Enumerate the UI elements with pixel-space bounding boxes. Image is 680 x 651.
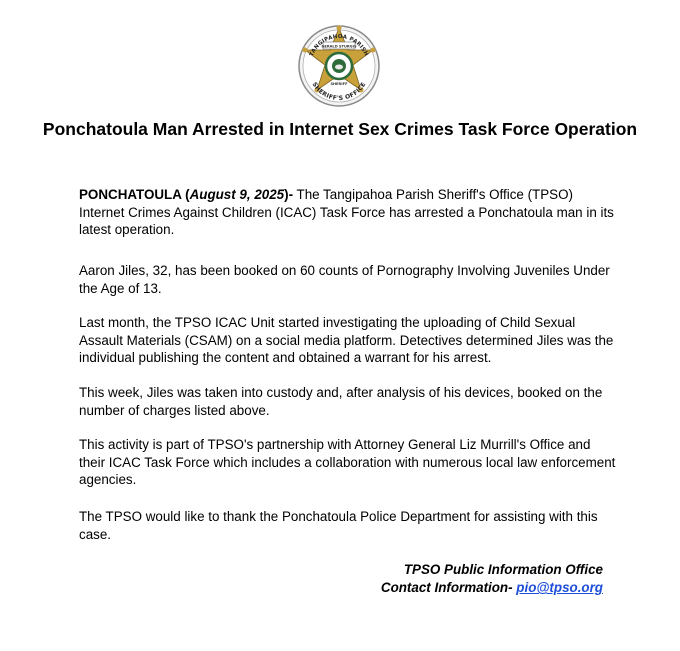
logo-ring-top-text: TANGIPAHOA PARISH xyxy=(308,33,370,58)
paragraph-2: Aaron Jiles, 32, has been booked on 60 counts of Pornography Involving Juveniles Under the Age of 13. xyxy=(79,263,610,296)
dateline-date: August 9, 2025 xyxy=(189,187,285,202)
dateline-close: )- xyxy=(284,187,294,202)
paragraph-3: Last month, the TPSO ICAC Unit started investigating the uploading of Child Sexual Assault Materials (CSAM) on a social media platform. Detectives determined Jiles was the individual publishing the content and obtained a warrant for his arrest. xyxy=(79,315,614,365)
logo-inner-text: SHERIFF xyxy=(330,82,348,86)
signoff-contact xyxy=(381,579,603,597)
paragraph-4: This week, Jiles was taken into custody and, after analysis of his devices, booked on the number of charges listed above. xyxy=(79,385,603,418)
dateline-place: PONCHATOULA ( xyxy=(79,187,190,202)
logo-banner-text: GERALD STURGIS xyxy=(321,44,357,49)
paragraph1-body: The Tangipahoa Parish Sheriff's Office (TPSO) Internet Crimes Against Children (ICAC) Task Force has arrested a Ponchatoula man in its latest operation. xyxy=(79,187,614,237)
signoff-block xyxy=(381,561,603,597)
headline: Ponchatoula Man Arrested in Internet Sex Crimes Task Force Operation xyxy=(42,119,638,139)
paragraph-dateline xyxy=(79,186,619,239)
dateline xyxy=(79,187,293,202)
signoff-office: TPSO Public Information Office xyxy=(403,562,603,577)
sheriff-badge-logo xyxy=(297,20,381,110)
paragraph-6: The TPSO would like to thank the Ponchatoula Police Department for assisting with this case. xyxy=(79,509,598,542)
contact-label: Contact Information- xyxy=(380,580,517,595)
contact-email-link[interactable]: pio@tpso.org xyxy=(516,580,603,595)
logo-ring-bottom-text: SHERIFF'S OFFICE xyxy=(310,81,368,103)
paragraph-5: This activity is part of TPSO's partnership with Attorney General Liz Murrill's Office and their ICAC Task Force which includes a collaboration with numerous local law enforcement agencies. xyxy=(79,437,616,487)
